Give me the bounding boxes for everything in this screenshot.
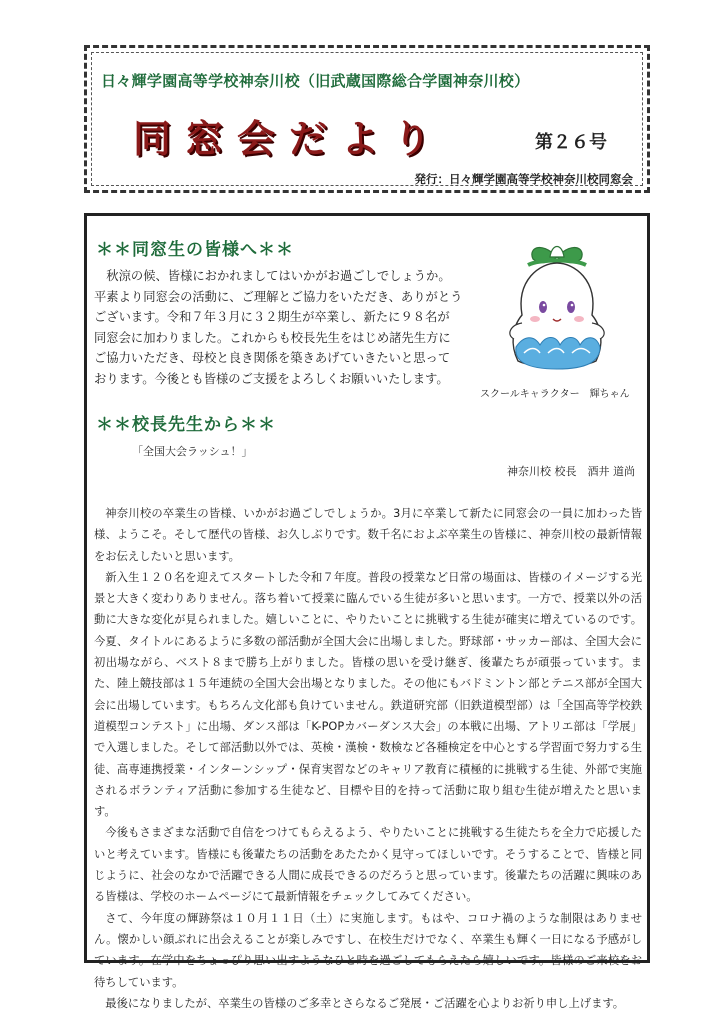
- principal-heading: ＊＊校長先生から＊＊: [96, 415, 276, 435]
- mascot-caption: スクールキャラクター 輝ちゃん: [480, 389, 630, 400]
- header-box: [84, 45, 650, 193]
- greeting-text: [94, 266, 494, 389]
- greeting-line: 同窓会に加わりました。これからも校長先生をはじめ諸先生方に: [94, 330, 451, 345]
- greeting-line: 秋涼の候、皆様におかれましてはいかがお過ごしでしょうか。: [94, 269, 451, 283]
- principal-subtitle: 「全国大会ラッシュ！」: [132, 445, 253, 458]
- message-paragraph: 新入生１２０名を迎えてスタートした令和７年度。普段の授業など日常の場面は、皆様のイメージする光景と大きく変わりありません。落ち着いて授業に臨んでいる生徒が多いと思います。一方で、授業以外の活動に大きな変化が見られました。嬉しいことに、やりたいことに挑戦する生徒が確実に増えているのです。今夏、タイトルにあるように多数の部活動が全国大会に出場しました。野球部・サッカー部は、全国大会に初出場ながら、ベスト８まで勝ち上がりました。皆様の思いを受け継ぎ、後輩たちが頑張っています。また、陸上競技部は１５年連続の全国大会出場となりました。その他にもバドミントン部とテニス部が全国大会に出場しています。もちろん文化部も負けていません。鉄道研究部（旧鉄道模型部）は「全国高等学校鉄道模型コンテスト」に出場、ダンス部は「K-POPカバーダンス大会」の本戦に出場、アトリエ部は「学展」で入選しました。そして部活動以外では、英検・漢検・数検など各種検定を中心とする学習面で努力する生徒、高専連携授業・インターンシップ・保育実習などのキャリア教育に積極的に挑戦する生徒、外部で実施されるボランティア活動に参加する生徒など、目標や目的を持って活動に取り組む生徒が増えたと思います。: [94, 570, 642, 819]
- greeting-line: おります。今後とも皆様のご支援をよろしくお願いいたします。: [94, 371, 449, 386]
- principal-message: [94, 503, 642, 1014]
- principal-author: 神奈川校 校長 酒井 道尚: [507, 465, 635, 478]
- greeting-line: 平素より同窓会の活動に、ご理解とご協力をいただき、ありがとう: [94, 289, 463, 304]
- mascot-character-icon: [500, 235, 615, 380]
- greeting-line: ご協力いただき、母校と良き関係を築きあげていきたいと思って: [94, 351, 451, 365]
- greeting-heading: ＊＊同窓生の皆様へ＊＊: [96, 240, 294, 260]
- message-paragraph: 神奈川校の卒業生の皆様、いかがお過ごしでしょうか。3月に卒業して新たに同窓会の一員に加わった皆様、ようこそ。そして歴代の皆様、お久しぶりです。数千名におよぶ卒業生の皆様に、神奈川校の最新情報をお伝えしたいと思います。: [94, 507, 642, 563]
- publisher: 発行：日々輝学園高等学校神奈川校同窓会: [414, 172, 633, 186]
- message-paragraph: 今後もさまざまな活動で自信をつけてもらえるよう、やりたいことに挑戦する生徒たちを全力で応援したいと考えています。皆様にも後輩たちの活動をあたたかく見守ってほしいです。そうすることで、皆様と同じように、社会のなかで活躍できる人間に成長できるのだろうと思っています。後輩たちの活躍に興味のある皆様は、学校のホームページにて最新情報をチェックしてみてください。: [94, 826, 642, 904]
- issue-number: 第２６号: [535, 132, 607, 153]
- message-paragraph: 最後になりましたが、卒業生の皆様のご多幸とさらなるご発展・ご活躍を心よりお祈り申し上げます。: [105, 996, 625, 1010]
- greeting-line: ございます。令和７年３月に３２期生が卒業し、新たに９８名が: [94, 310, 450, 324]
- newsletter-title: 同窓会だより: [133, 117, 446, 161]
- school-name: 日々輝学園高等学校神奈川校（旧武蔵国際総合学園神奈川校）: [101, 72, 530, 90]
- message-paragraph: さて、今年度の輝跡祭は１０月１１日（土）に実施します。もはや、コロナ禍のような制限はありません。懐かしい顔ぶれに出会えることが楽しみですし、在校生だけでなく、卒業生も輝く一日になる予感がしています。在学中をちょっぴり思い出すようなひと時を過ごしてもらえたら嬉しいです。皆様のご来校をお待ちしています。: [94, 911, 642, 989]
